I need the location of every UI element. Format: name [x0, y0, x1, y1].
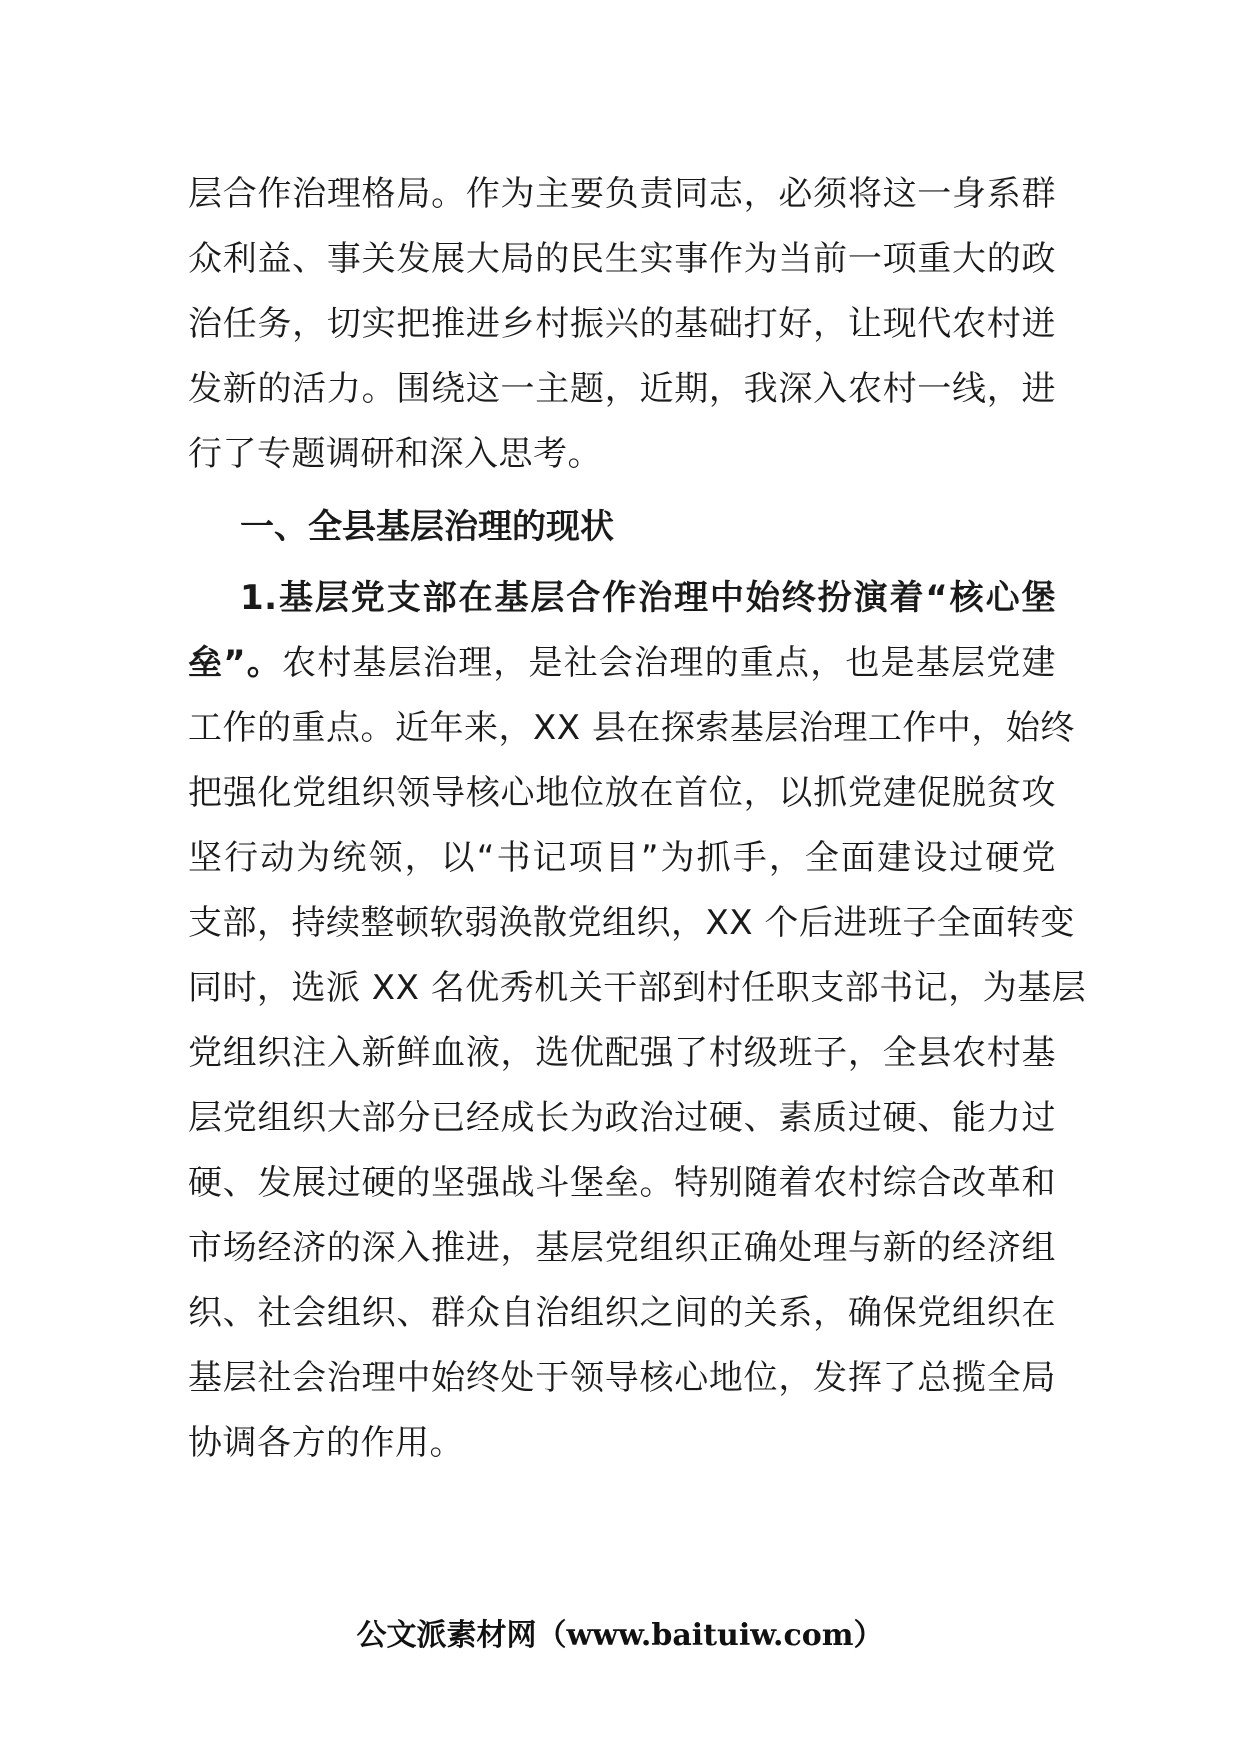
intro-line-4: 发新的活力。围绕这一主题，近期，我深入农村一线，进	[188, 369, 1056, 409]
body-line-9: 市场经济的深入推进，基层党组织正确处理与新的经济组	[188, 1228, 1056, 1268]
intro-line-1: 层合作治理格局。作为主要负责同志，必须将这一身系群	[188, 174, 1056, 214]
body-line-10: 织、社会组织、群众自治组织之间的关系，确保党组织在	[188, 1293, 1056, 1333]
intro-line-2: 众利益、事关发展大局的民生实事作为当前一项重大的政	[188, 239, 1056, 279]
subsection-line-2	[188, 631, 1056, 696]
body-line-2: 把强化党组织领导核心地位放在首位，以抓党建促脱贫攻	[188, 773, 1056, 813]
document-body	[188, 162, 1087, 1476]
body-line-7: 层党组织大部分已经成长为政治过硬、素质过硬、能力过	[188, 1098, 1056, 1138]
intro-line-3: 治任务，切实把推进乡村振兴的基础打好，让现代农村迸	[188, 304, 1056, 344]
body-line-11: 基层社会治理中始终处于领导核心地位，发挥了总揽全局	[188, 1358, 1056, 1398]
subsection-title-line-1: 1.基层党支部在基层合作治理中始终扮演着“核心堡	[240, 578, 1056, 618]
body-line-5: 同时，选派 XX 名优秀机关干部到村任职支部书记，为基层	[188, 968, 1087, 1008]
body-line-8: 硬、发展过硬的坚强战斗堡垒。特别随着农村综合改革和	[188, 1163, 1056, 1203]
body-line-1: 工作的重点。近年来，XX 县在探索基层治理工作中，始终	[188, 708, 1075, 748]
body-line-6: 党组织注入新鲜血液，选优配强了村级班子，全县农村基	[188, 1033, 1056, 1073]
subsection-paragraph	[188, 566, 1087, 1476]
section-heading: 一、全县基层治理的现状	[240, 507, 614, 547]
intro-line-5: 行了专题调研和深入思考。	[188, 434, 602, 474]
subsection-title-end: 垒”。	[188, 643, 282, 683]
body-line-4: 支部，持续整顿软弱涣散党组织，XX 个后进班子全面转变	[188, 903, 1075, 943]
intro-paragraph	[188, 162, 1056, 487]
footer-watermark: 公文派素材网（www.baituiw.com）	[356, 1618, 884, 1653]
body-line-3: 坚行动为统领，以“书记项目”为抓手，全面建设过硬党	[188, 838, 1056, 878]
subsection-line-2-text: 农村基层治理，是社会治理的重点，也是基层党建	[282, 643, 1056, 683]
body-line-12: 协调各方的作用。	[188, 1423, 464, 1463]
